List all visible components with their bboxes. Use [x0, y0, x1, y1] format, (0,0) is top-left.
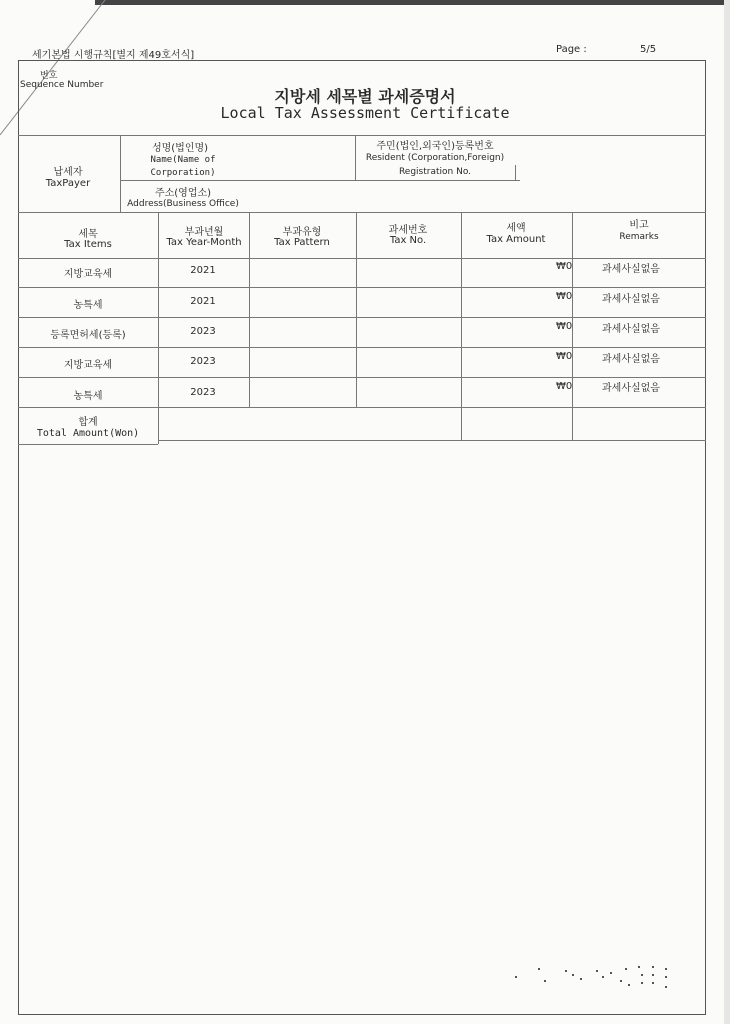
header-tax-amount-kr: 세액 — [506, 223, 526, 234]
name-label-kr: 성명(법인명) — [151, 143, 209, 154]
header-tax-no-kr: 과세번호 — [388, 225, 428, 236]
header-tax-no-en: Tax No. — [389, 235, 427, 246]
registration-label-en-1: Resident (Corporation,Foreign) — [365, 153, 505, 163]
name-label-en-2: Corporation) — [150, 168, 216, 178]
row-tax-amount: ₩0 — [556, 291, 573, 302]
row-tax-amount: ₩0 — [556, 381, 573, 392]
header-remarks-en: Remarks — [619, 232, 659, 242]
header-tax-year-en: Tax Year-Month — [166, 237, 242, 248]
row-remark: 과세사실없음 — [602, 294, 660, 305]
row-tax-amount: ₩0 — [556, 261, 573, 272]
row-tax-year: 2021 — [190, 296, 216, 307]
row-remark: 과세사실없음 — [602, 264, 660, 275]
sequence-label-kr: 번호 — [40, 71, 58, 81]
form-reference: 세기본법 시행규칙[별지 제49호서식] — [32, 50, 195, 61]
row-tax-item: 등록면허세(등록) — [50, 330, 126, 341]
header-tax-items-kr: 세목 — [78, 229, 98, 240]
row-remark: 과세사실없음 — [602, 324, 660, 335]
header-tax-pattern-kr: 부과유형 — [282, 227, 322, 238]
certificate-frame — [18, 60, 706, 1015]
row-tax-amount: ₩0 — [556, 351, 573, 362]
total-label-en: Total Amount(Won) — [36, 428, 140, 439]
sequence-label-en: Sequence Number — [20, 80, 104, 90]
header-tax-amount-en: Tax Amount — [486, 234, 546, 245]
registration-label-kr: 주민(법인,외국인)등록번호 — [376, 141, 494, 152]
dot-pattern-mark — [510, 958, 670, 998]
row-tax-item: 농특세 — [73, 391, 103, 402]
header-tax-year-kr: 부과년월 — [184, 227, 224, 238]
address-label-en: Address(Business Office) — [127, 199, 239, 209]
header-remarks-kr: 비고 — [629, 220, 649, 231]
row-tax-year: 2021 — [190, 265, 216, 276]
row-remark: 과세사실없음 — [602, 354, 660, 365]
row-tax-year: 2023 — [190, 356, 216, 367]
row-tax-year: 2023 — [190, 387, 216, 398]
scan-shadow-right — [724, 0, 730, 1024]
taxpayer-label-en: TaxPayer — [45, 178, 91, 189]
name-label-en-1: Name(Name of — [150, 155, 216, 165]
row-tax-item: 지방교육세 — [63, 269, 113, 280]
row-tax-amount: ₩0 — [556, 321, 573, 332]
header-tax-items-en: Tax Items — [64, 239, 112, 250]
row-tax-item: 지방교육세 — [63, 360, 113, 371]
total-label-kr: 합계 — [78, 417, 98, 428]
row-tax-year: 2023 — [190, 326, 216, 337]
scan-shadow-top — [95, 0, 730, 5]
header-tax-pattern-en: Tax Pattern — [274, 237, 330, 248]
title-english: Local Tax Assessment Certificate — [220, 104, 510, 122]
address-label-kr: 주소(영업소) — [154, 188, 212, 199]
page-label: Page : — [556, 44, 587, 55]
row-remark: 과세사실없음 — [602, 383, 660, 394]
title-korean: 지방세 세목별 과세증명서 — [274, 87, 456, 106]
page-number: 5/5 — [640, 44, 657, 55]
row-tax-item: 농특세 — [73, 300, 103, 311]
taxpayer-label-kr: 납세자 — [53, 167, 83, 178]
registration-label-en-2: Registration No. — [398, 167, 472, 177]
